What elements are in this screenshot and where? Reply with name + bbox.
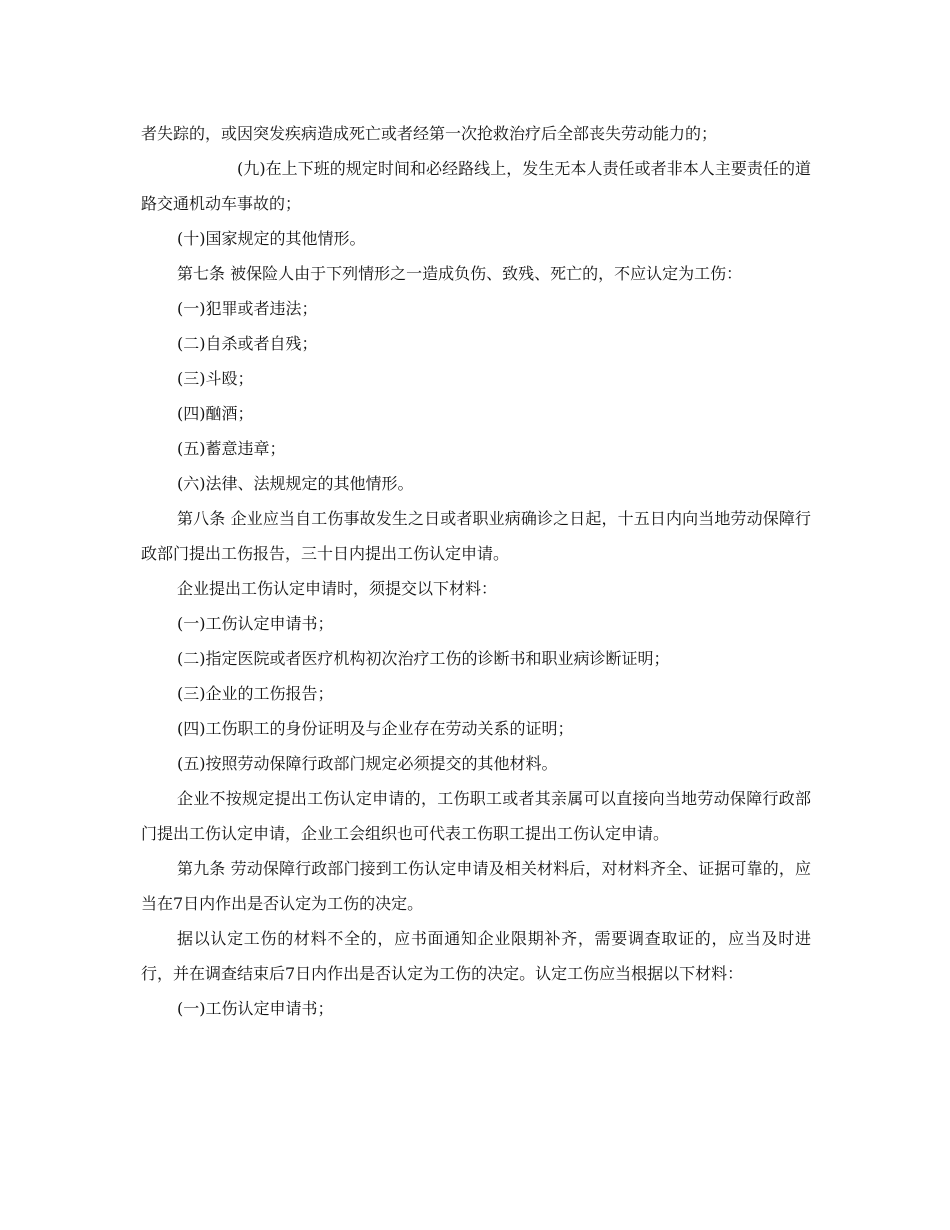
list-item-9: (九)在上下班的规定时间和必经路线上，发生无本人责任或者非本人主要责任的道路交通机动车事故的；: [141, 159, 811, 213]
list-item: (一)工伤认定申请书；: [177, 999, 334, 1018]
list-item: (一)犯罪或者违法；: [177, 299, 318, 318]
paragraph: 据以认定工伤的材料不全的，应书面通知企业限期补齐，需要调查取证的，应当及时进行，并在调查结束后7日内作出是否认定为工伤的决定。认定工伤应当根据以下材料：: [141, 929, 811, 983]
article-9: 第九条 劳动保障行政部门接到工伤认定申请及相关材料后，对材料齐全、证据可靠的，应当在7日内作出是否认定为工伤的决定。: [141, 859, 811, 913]
article-7: 第七条 被保险人由于下列情形之一造成负伤、致残、死亡的，不应认定为工伤：: [177, 264, 743, 283]
paragraph: 企业提出工伤认定申请时，须提交以下材料：: [177, 579, 498, 598]
list-item: (五)蓄意违章；: [177, 439, 286, 458]
list-item: (四)酗酒；: [177, 404, 254, 423]
list-item-10: (十)国家规定的其他情形。: [177, 229, 366, 248]
list-item: (三)企业的工伤报告；: [177, 684, 334, 703]
list-item: (三)斗殴；: [177, 369, 254, 388]
paragraph-continuation: 者失踪的，或因突发疾病造成死亡或者经第一次抢救治疗后全部丧失劳动能力的；: [141, 124, 718, 143]
article-8: 第八条 企业应当自工伤事故发生之日或者职业病确诊之日起，十五日内向当地劳动保障行政部门提出工伤报告，三十日内提出工伤认定申请。: [141, 509, 811, 563]
paragraph: 企业不按规定提出工伤认定申请的，工伤职工或者其亲属可以直接向当地劳动保障行政部门提出工伤认定申请，企业工会组织也可代表工伤职工提出工伤认定申请。: [141, 789, 811, 843]
list-item: (六)法律、法规规定的其他情形。: [177, 474, 414, 493]
list-item: (五)按照劳动保障行政部门规定必须提交的其他材料。: [177, 754, 558, 773]
document-body: [141, 116, 811, 1026]
list-item: (四)工伤职工的身份证明及与企业存在劳动关系的证明；: [177, 719, 574, 738]
list-item: (二)指定医院或者医疗机构初次治疗工伤的诊断书和职业病诊断证明；: [177, 649, 670, 668]
list-item: (二)自杀或者自残；: [177, 334, 318, 353]
list-item: (一)工伤认定申请书；: [177, 614, 334, 633]
